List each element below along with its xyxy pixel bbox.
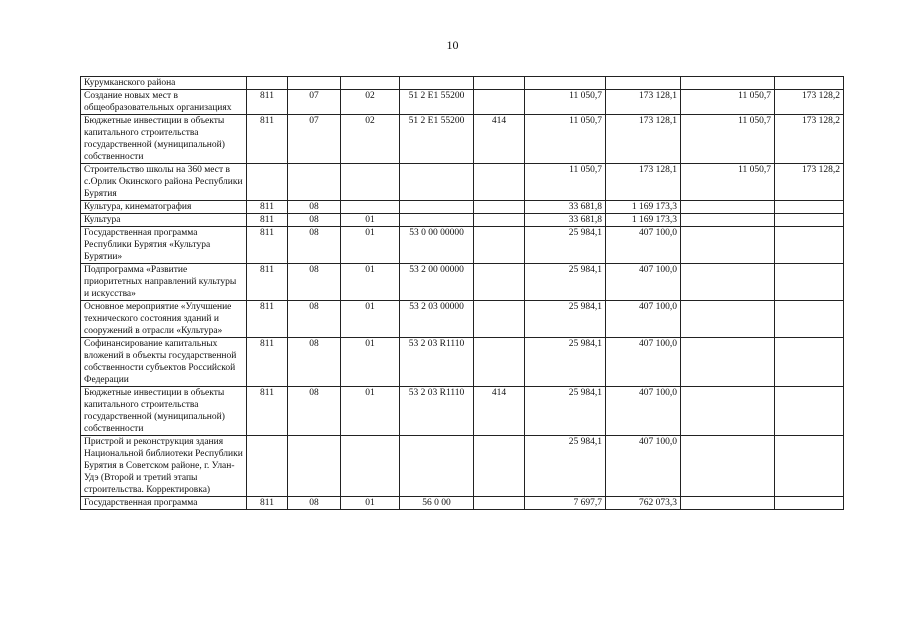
grbs-code: 811 [247, 201, 288, 214]
amount-4 [775, 436, 844, 497]
amount-4: 173 128,2 [775, 164, 844, 201]
subsection-code [341, 201, 400, 214]
table-row [81, 201, 844, 214]
grbs-code: 811 [247, 497, 288, 510]
amount-2: 1 169 173,3 [606, 214, 681, 227]
target-article-code: 51 2 E1 55200 [400, 90, 474, 115]
table-row [81, 115, 844, 164]
grbs-code [247, 164, 288, 201]
amount-4 [775, 77, 844, 90]
section-code [288, 436, 341, 497]
table-row [81, 164, 844, 201]
target-article-code: 51 2 E1 55200 [400, 115, 474, 164]
row-name: Создание новых мест в общеобразовательных организациях [81, 90, 247, 115]
amount-2: 407 100,0 [606, 301, 681, 338]
row-name: Основное мероприятие «Улучшение технического состояния зданий и сооружений в отрасли «Культура» [81, 301, 247, 338]
expense-type-code [474, 301, 525, 338]
row-name: Бюджетные инвестиции в объекты капитального строительства государственной (муниципальной) собственности [81, 115, 247, 164]
section-code: 08 [288, 301, 341, 338]
grbs-code [247, 77, 288, 90]
amount-2: 407 100,0 [606, 227, 681, 264]
row-name: Софинансирование капитальных вложений в объекты государственной собственности субъектов Российской Федерации [81, 338, 247, 387]
expense-type-code [474, 497, 525, 510]
amount-1: 25 984,1 [525, 301, 606, 338]
amount-3 [681, 227, 775, 264]
amount-1 [525, 77, 606, 90]
amount-3 [681, 301, 775, 338]
row-name: Культура [81, 214, 247, 227]
amount-4: 173 128,2 [775, 115, 844, 164]
amount-3 [681, 387, 775, 436]
grbs-code: 811 [247, 301, 288, 338]
amount-3: 11 050,7 [681, 115, 775, 164]
amount-4 [775, 497, 844, 510]
table-row [81, 77, 844, 90]
target-article-code: 53 2 03 R1110 [400, 387, 474, 436]
subsection-code: 01 [341, 338, 400, 387]
amount-3 [681, 264, 775, 301]
section-code: 08 [288, 201, 341, 214]
target-article-code [400, 77, 474, 90]
amount-4 [775, 201, 844, 214]
amount-4 [775, 264, 844, 301]
target-article-code: 53 2 03 R1110 [400, 338, 474, 387]
amount-1: 11 050,7 [525, 164, 606, 201]
expense-type-code [474, 227, 525, 264]
table-row [81, 497, 844, 510]
section-code: 08 [288, 227, 341, 264]
target-article-code [400, 164, 474, 201]
amount-4 [775, 338, 844, 387]
row-name: Государственная программа Республики Бурятия «Культура Бурятии» [81, 227, 247, 264]
section-code: 07 [288, 90, 341, 115]
subsection-code: 01 [341, 227, 400, 264]
row-name: Курумканского района [81, 77, 247, 90]
row-name: Пристрой и реконструкция здания Национальной библиотеки Республики Бурятия в Советском районе, г. Улан-Удэ (Второй и третий этапы строительства. Корректировка) [81, 436, 247, 497]
subsection-code: 01 [341, 214, 400, 227]
amount-1: 25 984,1 [525, 338, 606, 387]
amount-1: 7 697,7 [525, 497, 606, 510]
table-row [81, 227, 844, 264]
amount-1: 25 984,1 [525, 227, 606, 264]
row-name: Строительство школы на 360 мест в с.Орлик Окинского района Республики Бурятия [81, 164, 247, 201]
table-row [81, 90, 844, 115]
amount-1: 11 050,7 [525, 115, 606, 164]
expense-type-code: 414 [474, 387, 525, 436]
expense-type-code [474, 436, 525, 497]
expense-type-code: 414 [474, 115, 525, 164]
grbs-code: 811 [247, 115, 288, 164]
target-article-code: 53 0 00 00000 [400, 227, 474, 264]
section-code [288, 77, 341, 90]
section-code: 08 [288, 214, 341, 227]
amount-4 [775, 301, 844, 338]
amount-3 [681, 214, 775, 227]
subsection-code [341, 436, 400, 497]
amount-2: 173 128,1 [606, 164, 681, 201]
section-code: 08 [288, 497, 341, 510]
grbs-code [247, 436, 288, 497]
amount-3: 11 050,7 [681, 164, 775, 201]
section-code: 08 [288, 264, 341, 301]
subsection-code: 01 [341, 387, 400, 436]
target-article-code [400, 436, 474, 497]
row-name: Бюджетные инвестиции в объекты капитального строительства государственной (муниципальной) собственности [81, 387, 247, 436]
section-code [288, 164, 341, 201]
subsection-code [341, 164, 400, 201]
expense-type-code [474, 338, 525, 387]
amount-3 [681, 77, 775, 90]
subsection-code: 01 [341, 497, 400, 510]
target-article-code: 56 0 00 [400, 497, 474, 510]
grbs-code: 811 [247, 227, 288, 264]
table-row [81, 436, 844, 497]
table-row [81, 264, 844, 301]
subsection-code: 01 [341, 264, 400, 301]
expense-type-code [474, 90, 525, 115]
table-row [81, 214, 844, 227]
amount-2: 762 073,3 [606, 497, 681, 510]
subsection-code [341, 77, 400, 90]
page-number: 10 [446, 38, 459, 52]
amount-4 [775, 387, 844, 436]
subsection-code: 02 [341, 90, 400, 115]
grbs-code: 811 [247, 90, 288, 115]
amount-2: 407 100,0 [606, 436, 681, 497]
amount-1: 33 681,8 [525, 214, 606, 227]
amount-3 [681, 201, 775, 214]
row-name: Подпрограмма «Развитие приоритетных направлений культуры и искусства» [81, 264, 247, 301]
amount-2: 173 128,1 [606, 90, 681, 115]
amount-2: 1 169 173,3 [606, 201, 681, 214]
amount-1: 11 050,7 [525, 90, 606, 115]
amount-3 [681, 338, 775, 387]
target-article-code [400, 214, 474, 227]
grbs-code: 811 [247, 338, 288, 387]
amount-2: 407 100,0 [606, 387, 681, 436]
table-row [81, 387, 844, 436]
amount-2: 173 128,1 [606, 115, 681, 164]
section-code: 08 [288, 338, 341, 387]
amount-3 [681, 497, 775, 510]
amount-4 [775, 214, 844, 227]
amount-1: 25 984,1 [525, 436, 606, 497]
target-article-code [400, 201, 474, 214]
target-article-code: 53 2 03 00000 [400, 301, 474, 338]
amount-1: 25 984,1 [525, 387, 606, 436]
table-row [81, 301, 844, 338]
expense-type-code [474, 214, 525, 227]
grbs-code: 811 [247, 387, 288, 436]
subsection-code: 01 [341, 301, 400, 338]
amount-2: 407 100,0 [606, 338, 681, 387]
table-row [81, 338, 844, 387]
amount-2: 407 100,0 [606, 264, 681, 301]
row-name: Государственная программа [81, 497, 247, 510]
budget-table [80, 76, 844, 510]
expense-type-code [474, 164, 525, 201]
amount-3: 11 050,7 [681, 90, 775, 115]
amount-3 [681, 436, 775, 497]
expense-type-code [474, 201, 525, 214]
target-article-code: 53 2 00 00000 [400, 264, 474, 301]
amount-1: 25 984,1 [525, 264, 606, 301]
expense-type-code [474, 77, 525, 90]
section-code: 08 [288, 387, 341, 436]
section-code: 07 [288, 115, 341, 164]
amount-4 [775, 227, 844, 264]
amount-1: 33 681,8 [525, 201, 606, 214]
grbs-code: 811 [247, 214, 288, 227]
row-name: Культура, кинематография [81, 201, 247, 214]
expense-type-code [474, 264, 525, 301]
grbs-code: 811 [247, 264, 288, 301]
table-body [81, 77, 844, 510]
subsection-code: 02 [341, 115, 400, 164]
amount-4: 173 128,2 [775, 90, 844, 115]
amount-2 [606, 77, 681, 90]
